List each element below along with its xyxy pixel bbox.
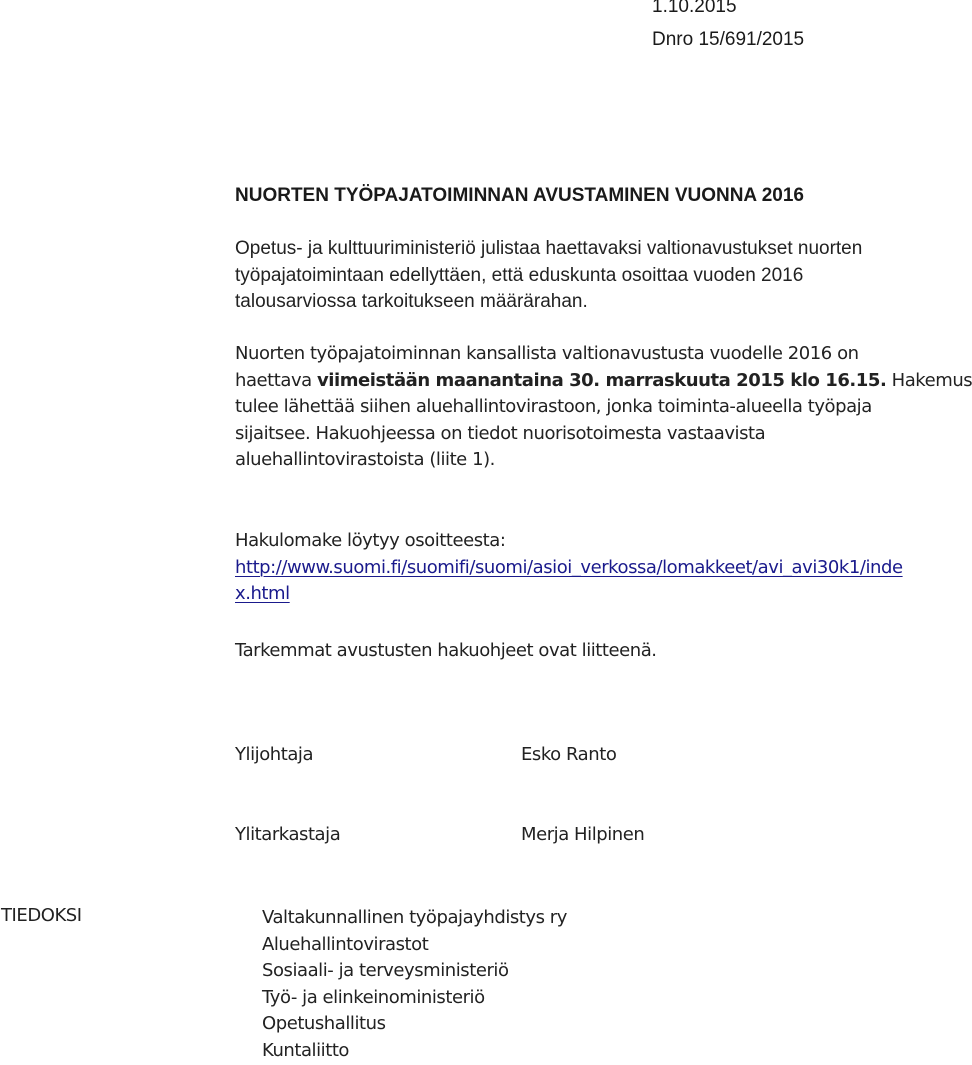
paragraph-announcement — [235, 236, 955, 316]
paragraph-line: Nuorten työpajatoiminnan kansallista valtionavustusta vuodelle 2016 on — [235, 343, 859, 364]
paragraph-line: Hakulomake löytyy osoitteesta: — [235, 530, 506, 551]
paragraph-line: talousarviossa tarkoitukseen määrärahan. — [235, 291, 588, 312]
paragraph-line: tulee lähettää siihen aluehallintovirastoon, jonka toiminta-alueella työpaja — [235, 396, 872, 417]
document-title: NUORTEN TYÖPAJATOIMINNAN AVUSTAMINEN VUONNA 2016 — [235, 185, 804, 206]
paragraph-application-form — [235, 528, 955, 608]
distribution-recipient: Opetushallitus — [262, 1013, 386, 1035]
application-form-link-continued[interactable]: x.html — [235, 583, 290, 604]
text-span: Hakemus — [886, 369, 972, 391]
distribution-list — [262, 905, 567, 1065]
document-date: 1.10.2015 — [652, 0, 737, 17]
distribution-recipient: Aluehallintovirastot — [262, 933, 429, 955]
document-header — [652, 0, 804, 52]
distribution-recipient: Työ- ja elinkeinoministeriö — [262, 986, 485, 1008]
paragraph-line: Tarkemmat avustusten hakuohjeet ovat liitteenä. — [235, 640, 657, 661]
signer-role: Ylitarkastaja — [235, 824, 341, 845]
text-span: haettava — [235, 369, 318, 391]
paragraph-line: sijaitsee. Hakuohjeessa on tiedot nuorisotoimesta vastaavista — [235, 422, 766, 444]
distribution-recipient: Sosiaali- ja terveysministeriö — [262, 960, 509, 982]
deadline-emphasis: viimeistään maanantaina 30. marraskuuta 2015 klo 16.15. — [317, 369, 887, 391]
paragraph-line — [235, 368, 972, 395]
signer-name: Merja Hilpinen — [521, 824, 645, 845]
signer-role: Ylijohtaja — [235, 744, 314, 765]
paragraph-line: työpajatoimintaan edellyttäen, että eduskunta osoittaa vuoden 2016 — [235, 264, 804, 286]
document-reference-number: Dnro 15/691/2015 — [652, 29, 805, 50]
distribution-recipient: Kuntaliitto — [262, 1039, 349, 1061]
paragraph-line: Opetus- ja kulttuuriministeriö julistaa haettavaksi valtionavustukset nuorten — [235, 238, 863, 259]
paragraph-deadline — [235, 341, 972, 474]
distribution-recipient: Valtakunnallinen työpajayhdistys ry — [262, 907, 567, 928]
application-form-link[interactable]: http://www.suomi.fi/suomifi/suomi/asioi_verkossa/lomakkeet/avi_avi30k1/inde — [235, 556, 903, 578]
distribution-label: TIEDOKSI — [1, 905, 82, 926]
paragraph-instructions — [235, 638, 955, 665]
paragraph-line: aluehallintovirastoista (liite 1). — [235, 449, 495, 470]
signer-name: Esko Ranto — [521, 744, 617, 765]
